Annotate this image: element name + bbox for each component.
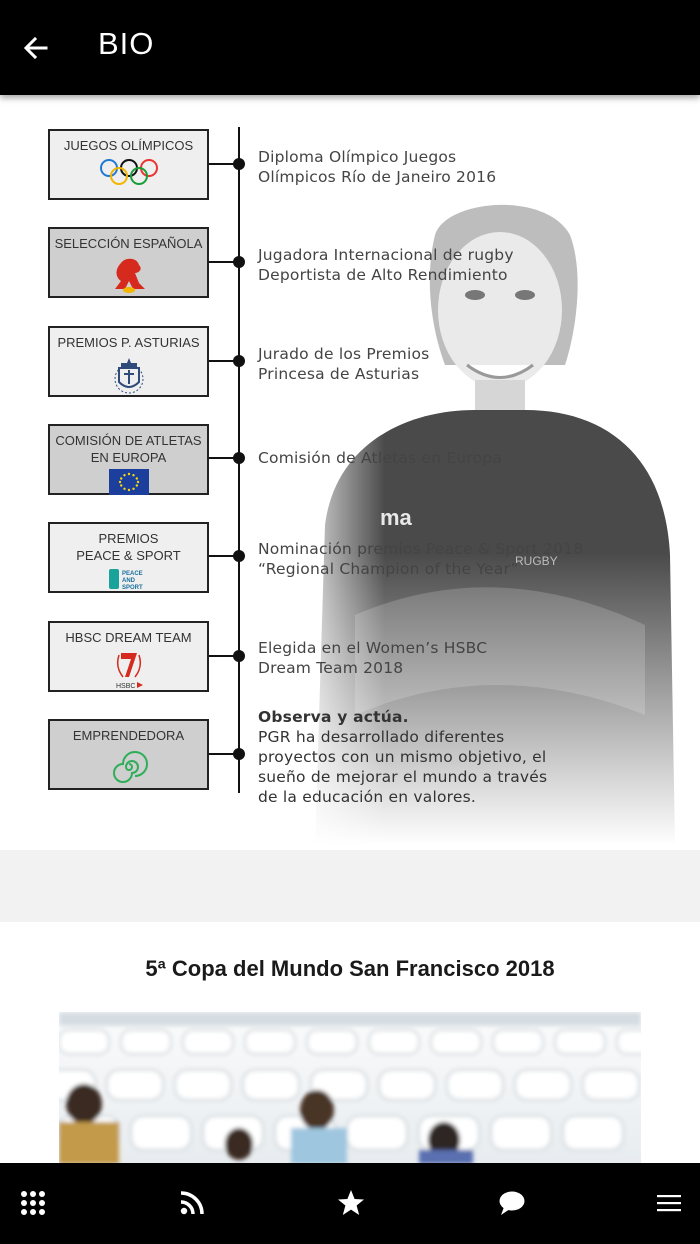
timeline-dot (233, 650, 245, 662)
timeline-box-label: PREMIOS P. ASTURIAS (57, 335, 200, 350)
timeline-box-label: PREMIOS (98, 531, 159, 546)
tab-feed[interactable] (174, 1185, 210, 1221)
chat-bubble-icon (498, 1190, 526, 1216)
timeline-box-peace-sport (48, 522, 209, 593)
timeline-dot (233, 550, 245, 562)
stadium-seats-image (59, 1012, 641, 1164)
star-icon (337, 1189, 365, 1217)
tab-menu[interactable] (651, 1185, 687, 1221)
page-title: BIO (98, 26, 155, 61)
tab-chat[interactable] (494, 1185, 530, 1221)
timeline-box-label: HBSC DREAM TEAM (65, 630, 192, 645)
timeline-dot (233, 452, 245, 464)
svg-text:PEACE: PEACE (121, 571, 143, 577)
timeline-box-label: PEACE & SPORT (76, 548, 181, 563)
timeline-box-label: EMPRENDEDORA (72, 728, 185, 743)
timeline-desc: Comisión de Atletas en Europa (258, 449, 503, 467)
rss-feed-icon (179, 1190, 205, 1216)
timeline-box-label: SELECCIÓN ESPAÑOLA (54, 236, 203, 251)
timeline-box-juegos-olimpicos (48, 129, 209, 200)
timeline-box-premios-asturias (48, 326, 209, 397)
timeline-box-label: EN EUROPA (90, 450, 167, 465)
asturias-emblem-icon (109, 354, 149, 396)
tab-favorites[interactable] (333, 1185, 369, 1221)
svg-text:HSBC: HSBC (115, 683, 135, 690)
spanish-rugby-lion-icon (109, 255, 149, 295)
olympic-rings-icon (97, 157, 161, 187)
timeline-box-label: JUEGOS OLÍMPICOS (63, 138, 194, 153)
eu-flag-icon (109, 469, 149, 495)
hamburger-menu-icon (657, 1193, 681, 1213)
event-title: 5ª Copa del Mundo San Francisco 2018 (145, 956, 555, 981)
timeline-dot (233, 256, 245, 268)
tab-apps[interactable] (15, 1185, 51, 1221)
bottom-nav-bar (0, 1163, 700, 1244)
timeline-box-hsbc-dream-team (48, 621, 209, 692)
event-photo[interactable] (59, 1012, 641, 1164)
svg-text:AND: AND (121, 578, 135, 584)
timeline-box-emprendedora (48, 719, 209, 790)
timeline-desc: Jugadora Internacional de rugby Deportista de Alto Rendimiento (258, 246, 514, 284)
svg-text:SPORT: SPORT (121, 585, 143, 591)
timeline-desc: Nominación premios Peace & Sport 2018 “Regional Champion of the Year” (258, 540, 584, 578)
arrow-left-icon[interactable] (20, 32, 52, 64)
grid-menu-icon (19, 1189, 47, 1217)
app-header (0, 0, 700, 95)
timeline-dot (233, 158, 245, 170)
timeline-box-seleccion-espanola (48, 227, 209, 298)
bio-infographic (0, 95, 700, 850)
timeline-dot (233, 355, 245, 367)
timeline-desc: Jurado de los Premios Princesa de Asturias (258, 345, 430, 383)
timeline-desc: Elegida en el Women’s HSBC Dream Team 2018 (258, 639, 488, 677)
timeline-box-label: COMISIÓN DE ATLETAS (55, 433, 202, 448)
timeline-dot (233, 748, 245, 760)
timeline-box-comision-atletas (48, 424, 209, 495)
timeline-desc: Diploma Olímpico Juegos Olímpicos Río de Janeiro 2016 (258, 148, 497, 186)
hsbc-sevens-logo-icon (109, 649, 149, 691)
peace-and-sport-logo-icon (107, 567, 151, 591)
green-spiral-icon (109, 747, 149, 787)
section-separator (0, 850, 700, 922)
timeline-desc: Observa y actúa. PGR ha desarrollado diferentes proyectos con un mismo objetivo, el sueño de mejorar el mundo a través de la educación en valores. (258, 708, 548, 806)
